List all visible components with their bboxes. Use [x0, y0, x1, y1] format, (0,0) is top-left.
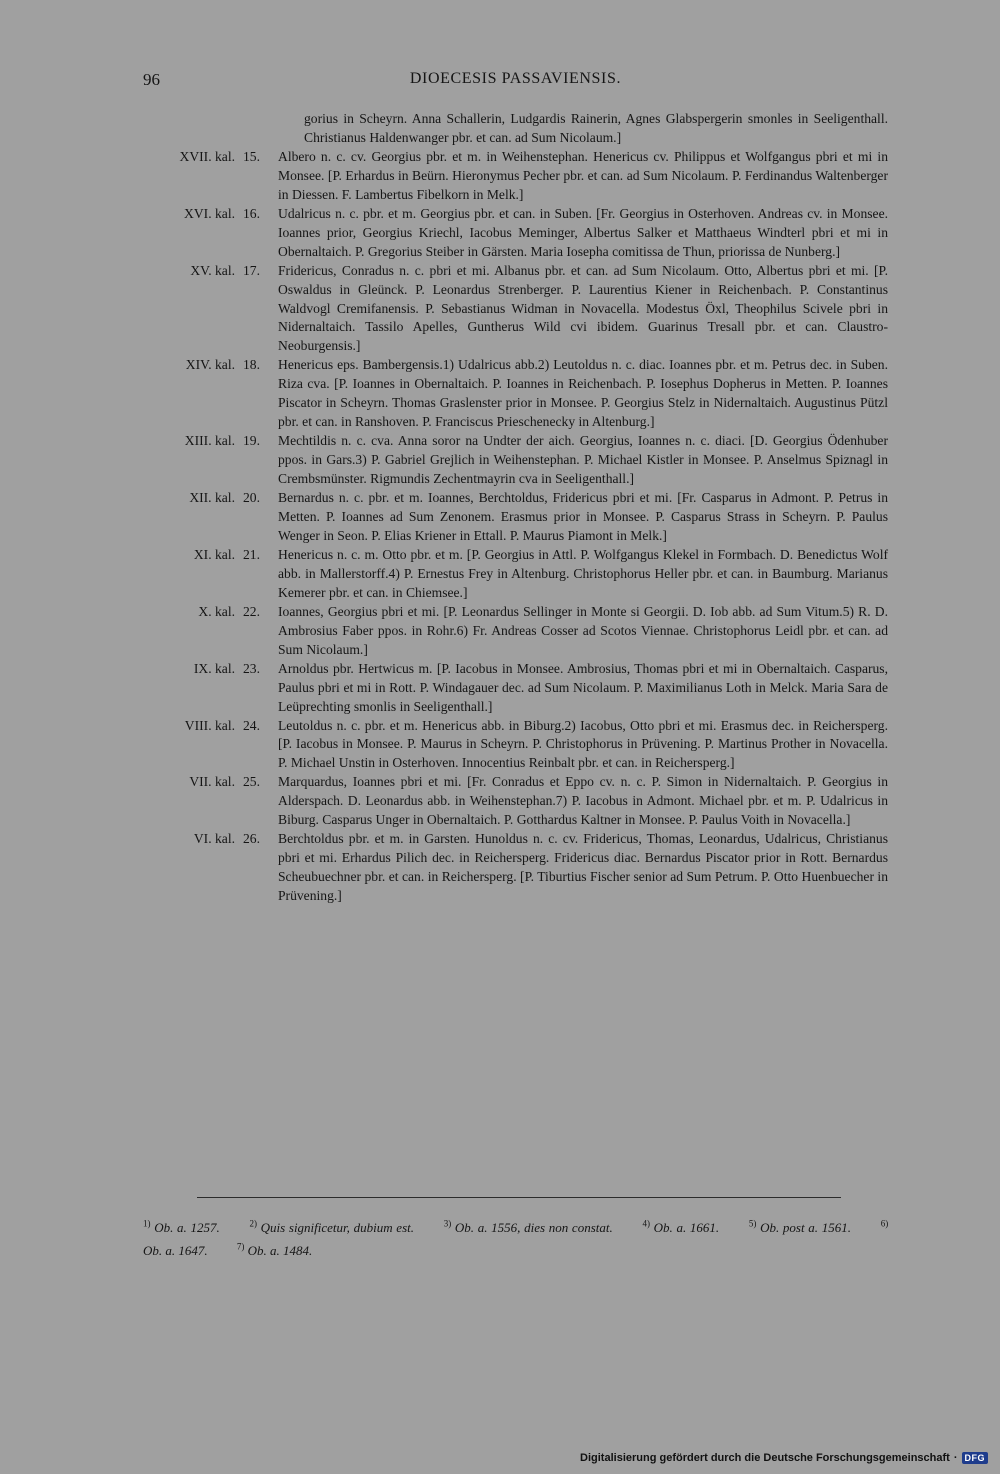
entry-text: Leutoldus n. c. pbr. et m. Henericus abb. in Biburg.2) Iacobus, Otto pbri et mi. Erasmus dec. in Reichersperg. [P. Iacobus in Monsee. P. Maurus in Scheyrn. P. Christophorus in Prüvening. P. Martinus Prother in Novacella. P. Michael Unstin in Osterhoven. Innocentius Reinbalt pbr. et can. in Reichersperg.] [278, 717, 888, 771]
entry [143, 356, 888, 432]
entry-date: XIII. kal. [184, 433, 235, 449]
entry-text: Arnoldus pbr. Hertwicus m. [P. Iacobus in Monsee. Ambrosius, Thomas pbri et mi in Obernaltaich. Casparus, Paulus pbri et mi in Rott. P. Windagauer dec. ad Sum Nicolaum. P. Maximilianus Loth in Melck. Maria Sara de Leüprechting smonlis in Seeligenthall.] [278, 660, 888, 714]
entry [143, 773, 888, 830]
entry [143, 262, 888, 357]
entry-day: 22. [243, 603, 260, 619]
entry-text: Henericus n. c. m. Otto pbr. et m. [P. Georgius in Attl. P. Wolfgangus Klekel in Formbach. D. Benedictus Wolf abb. in Mallerstorff.4) P. Ernestus Frey in Altenburg. Christophorus Heller pbr. et can. in Baumburg. Marianus Kemerer pbr. et can. in Chiemsee.] [278, 546, 888, 600]
entry [143, 546, 888, 603]
entry-text: Bernardus n. c. pbr. et m. Ioannes, Berchtoldus, Fridericus pbri et mi. [Fr. Casparus in Admont. P. Petrus in Metten. P. Ioannes ad Sum Zenonem. Erasmus prior in Monsee. P. Casparus Strass in Scheyrn. P. Paulus Wenger in Seon. P. Elias Kriener in Ettall. P. Maurus Piamont in Melk.] [278, 490, 888, 543]
footnote: $^{3)}$ Ob. a. 1556, dies non constat. [443, 1219, 613, 1236]
necrology-body [143, 110, 888, 906]
footnotes [143, 1215, 888, 1260]
entry-day: 24. [243, 717, 260, 733]
entry-date: XII. kal. [189, 490, 235, 506]
credit-text: Digitalisierung gefördert durch die Deutsche Forschungsgemeinschaft [580, 1452, 950, 1464]
entry-day: 16. [243, 205, 260, 221]
entry [143, 660, 888, 717]
entry-day: 19. [243, 433, 260, 449]
entry-day: 25. [243, 774, 260, 790]
entry-day: 26. [243, 831, 260, 847]
footnote: $^{7)}$ Ob. a. 1484. [236, 1241, 313, 1258]
entry-text: Udalricus n. c. pbr. et m. Georgius pbr. et can. in Suben. [Fr. Georgius in Osterhoven. Andreas cv. in Monsee. Ioannes prior, Georgius Kriechl, Iacobus Meminger, Albertus Salker et Matthaeus Windterl pbri et mi in Obernaltaich. P. Gregorius Steiber in Gärsten. Maria Iosepha comitissa de Thun, priorissa de Nunberg.] [278, 205, 888, 259]
entry-text: Ioannes, Georgius pbri et mi. [P. Leonardus Sellinger in Monte si Georgii. D. Iob abb. ad Sum Vitum.5) R. D. Ambrosius Faber ppos. in Rohr.6) Fr. Andreas Cosser ad Scotos Viennae. Christophorus Leidl pbr. et can. ad Sum Nicolaum.] [278, 603, 888, 657]
page-number: 96 [143, 70, 160, 89]
entry [143, 603, 888, 660]
entry-date: VII. kal. [189, 774, 235, 790]
entry [143, 717, 888, 774]
entry-date: XIV. kal. [185, 357, 235, 373]
entry-date: VIII. kal. [184, 717, 235, 733]
entry-continuation [143, 110, 888, 148]
entry-date: IX. kal. [193, 660, 235, 676]
entry [143, 489, 888, 546]
entry-day: 21. [243, 546, 260, 562]
entry-day: 20. [243, 490, 260, 506]
entry-date: XV. kal. [190, 262, 235, 278]
entry-day: 15. [243, 148, 260, 164]
footer-credit: Digitalisierung gefördert durch die Deutsche Forschungsgemeinschaft · DFG [580, 1450, 988, 1466]
entry-text: Berchtoldus pbr. et m. in Garsten. Hunoldus n. c. cv. Fridericus, Thomas, Leonardus, Udalricus, Christianus pbri et mi. Erhardus Pilich dec. in Reichersperg. Fridericus diac. Bernardus Piscator prior in Rott. Bernardus Scheubuechner pbr. et can. in Reichersperg. [P. Tiburtius Fischer senior ad Sum Petrum. P. Otto Huenbuecher in Prüvening.] [278, 831, 888, 904]
entry-date: XI. kal. [193, 546, 235, 562]
entry-text: gorius in Scheyrn. Anna Schallerin, Ludgardis Rainerin, Agnes Glabspergerin smonles in Seeligenthall. Christianus Haldenwanger pbr. et can. ad Sum Nicolaum.] [304, 111, 888, 145]
entry-text: Albero n. c. cv. Georgius pbr. et m. in Weihenstephan. Henericus cv. Philippus et Wolfgangus pbri et mi in Monsee. [P. Erhardus in Beürn. Hieronymus Pecher pbr. et can. ad Sum Nicolaum. P. Ferdinandus Waltenberger in Diessen. F. Lambertus Fibelkorn in Melk.] [278, 148, 888, 202]
entry-text: Mechtildis n. c. cva. Anna soror na Undter der aich. Georgius, Ioannes n. c. diaci. [D. Georgius Ödenhuber ppos. in Gars.3) P. Gabriel Grejlich in Weihenstephan. P. Michael Kistler in Monsee. P. Anselmus Spiznagl in Crembsmünster. Rigmundis Zechentmayrin cva in Seeligenthall.] [278, 433, 888, 487]
entry [143, 830, 888, 906]
page-header [143, 70, 888, 96]
footnote: $^{6)}$ Ob. a. 1647. [143, 1219, 889, 1258]
entry-date: XVI. kal. [184, 205, 235, 221]
footnote: $^{5)}$ Ob. post a. 1561. [748, 1219, 851, 1236]
entry-day: 18. [243, 357, 260, 373]
entry-text: Henericus eps. Bambergensis.1) Udalricus abb.2) Leutoldus n. c. diac. Ioannes pbr. et m. Petrus dec. in Suben. Riza cva. [P. Ioannes in Obernaltaich. P. Ioannes in Reichenbach. P. Iosephus Dopherus in Metten. P. Ioannes Piscator in Scheyrn. Thomas Graslenster prior in Monsee. P. Georgius Stelz in Nidernaltaich. Augustinus Pützl pbr. et can. in Ranshoven. P. Franciscus Prieschenecky in Altenburg.] [278, 357, 888, 430]
entry-text: Marquardus, Ioannes pbri et mi. [Fr. Conradus et Eppo cv. n. c. P. Simon in Nidernaltaich. P. Georgius in Alderspach. D. Leonardus abb. in Weihenstephan.7) P. Iacobus in Admont. Michael pbr. et m. P. Udalricus in Biburg. Casparus Unger in Obernaltaich. P. Gotthardus Kaltner in Monsee. P. Paulus Voith in Novacella.] [278, 774, 888, 828]
entry [143, 205, 888, 262]
entry-date: XVII. kal. [179, 148, 235, 164]
footnote: $^{4)}$ Ob. a. 1661. [642, 1219, 720, 1236]
entry [143, 432, 888, 489]
entry-day: 23. [243, 660, 260, 676]
footnote: $^{2)}$ Quis significetur, dubium est. [249, 1219, 414, 1236]
entry-date: X. kal. [198, 603, 235, 619]
dfg-logo-icon: DFG [962, 1452, 989, 1464]
entry [143, 148, 888, 205]
footnote-separator [197, 1197, 841, 1198]
entry-date: VI. kal. [193, 831, 235, 847]
entry-text: Fridericus, Conradus n. c. pbri et mi. Albanus pbr. et can. ad Sum Nicolaum. Otto, Albertus pbri et mi. [P. Oswaldus in Gleünck. P. Leonardus Strenberger. P. Laurentius Kiener in Reichenbach. P. Constantinus Waldvogl Cremifanensis. P. Sebastianus Widman in Novacella. Modestus Öxl, Theophilus Scivele pbri in Nidernaltaich. Tassilo Apelles, Guntherus Wild cvi ibidem. Guarinus Tresall pbr. et can. Claustro-Neoburgensis.] [278, 262, 888, 354]
footnote: $^{1)}$ Ob. a. 1257. [143, 1219, 220, 1236]
running-title: DIOECESIS PASSAVIENSIS. [409, 70, 622, 87]
entry-day: 17. [243, 262, 260, 278]
